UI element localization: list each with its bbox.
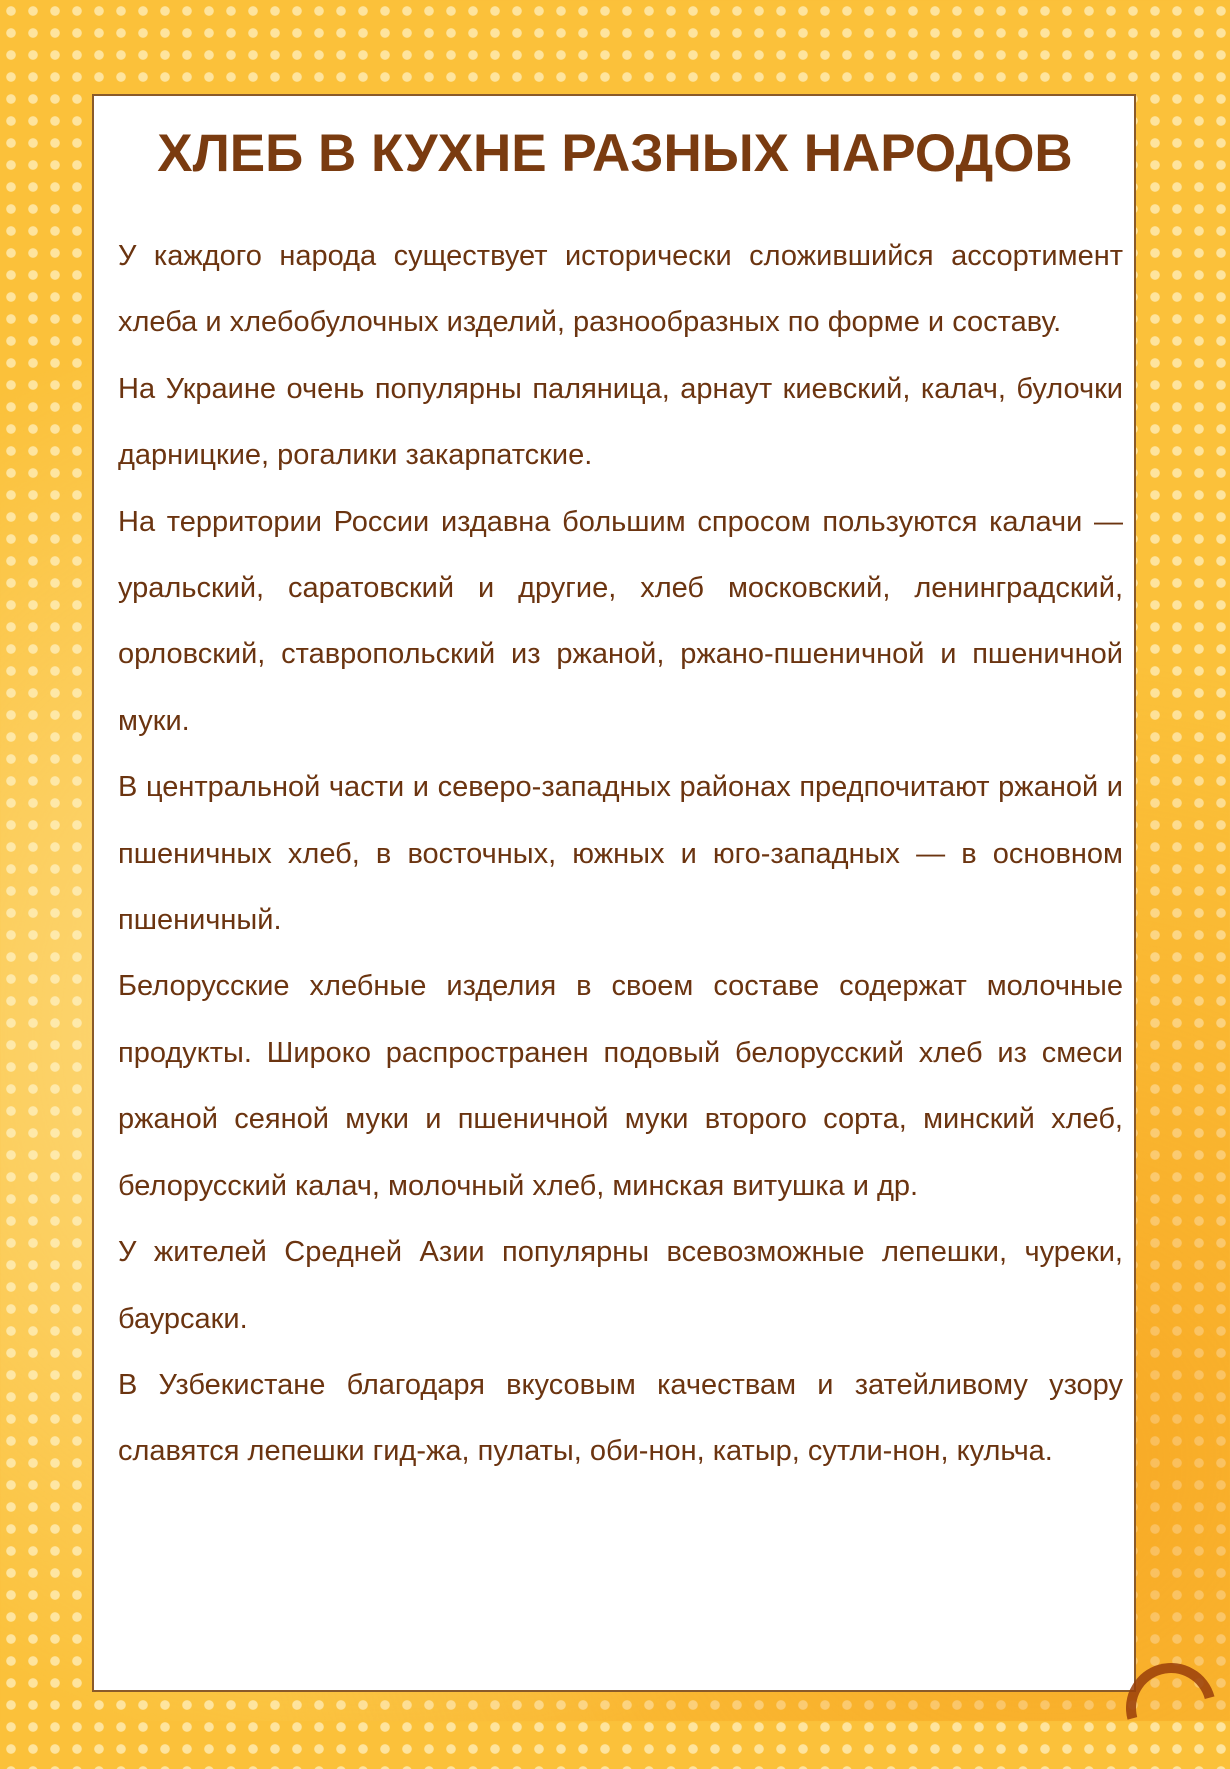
paragraph-ukraine: На Украине очень популярны паляница, арнаут киевский, калач, булочки дарницкие, рогалики закарпатские. bbox=[118, 372, 1123, 472]
paragraph-russia: На территории России издавна большим спросом пользуются калачи — уральский, саратовский и другие, хлеб московский, ленинградский, орловский, ставропольский из ржаной, ржано-пшеничной и пшеничной муки. bbox=[118, 505, 1123, 737]
paragraph-central-asia: У жителей Средней Азии популярны всевозможные лепешки, чуреки, баурсаки. bbox=[118, 1236, 1123, 1335]
paragraph-intro: У каждого народа существует исторически сложившийся ассортимент хлеба и хлебобулочных изделий, разнообразных по форме и составу. bbox=[118, 240, 1123, 339]
article-body bbox=[118, 223, 1123, 1485]
paragraph-uzbekistan: В Узбекистане благодаря вкусовым качествам и затейливому узору славятся лепешки гид-жа, пулаты, оби-нон, катыр, сутли-нон, кульча. bbox=[118, 1368, 1123, 1468]
page-title: ХЛЕБ В КУХНЕ РАЗНЫХ НАРОДОВ bbox=[157, 124, 1073, 183]
paragraph-regions: В центральной части и северо-западных районах предпочитают ржаной и пшеничных хлеб, в восточных, южных и юго-западных — в основном пшеничный. bbox=[118, 771, 1123, 937]
paragraph-belarus: Белорусские хлебные изделия в своем составе содержат молочные продукты. Широко распространен подовый белорусский хлеб из смеси ржаной сеяной муки и пшеничной муки второго сорта, минский хлеб, белорусский калач, молочный хлеб, минская витушка и др. bbox=[118, 970, 1123, 1202]
